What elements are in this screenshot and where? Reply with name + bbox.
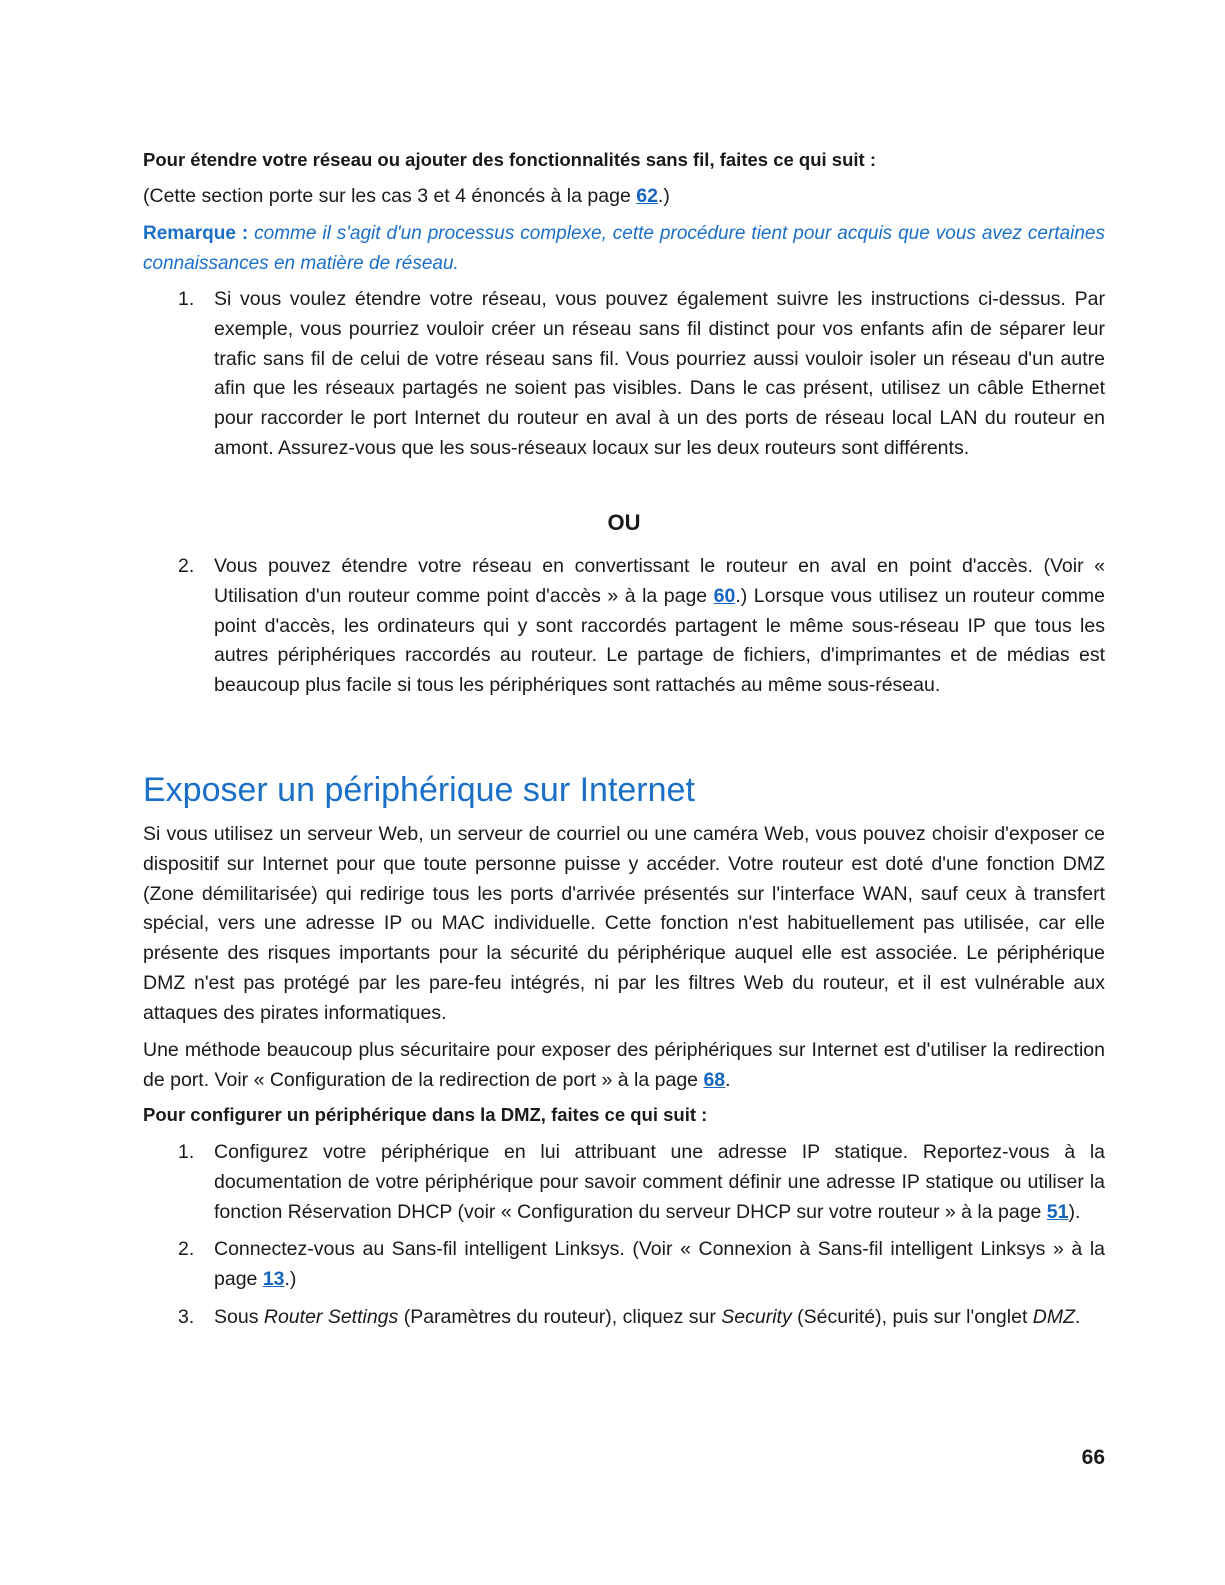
dmz-steps-list [143, 1138, 1105, 1333]
list-item [143, 1235, 1105, 1295]
scope-text-end: .) [657, 185, 670, 207]
text-run: .) Lorsque vous utilisez un routeur comme point d'accès, les ordinateurs qui y sont raccordés partagent le même sous-réseau IP que tous les autres périphériques raccordés au routeur. Le partage de fichiers, d'imprimantes et de médias est beaucoup plus facile si tous les périphériques sont rattachés au même sous-réseau. [214, 584, 1105, 697]
text-run: . [1075, 1305, 1081, 1328]
page-link-60[interactable]: 60 [713, 584, 736, 607]
text-run: Vous pouvez étendre votre réseau en convertissant le routeur en aval en point d'accès. (Voir « Utilisation d'un routeur comme point d'accès » à la page [214, 555, 1105, 607]
note-text: comme il s'agit d'un processus complexe, cette procédure tient pour acquis que vous avez certaines connaissances en matière de réseau. [143, 223, 1105, 274]
text-run: . [725, 1068, 731, 1091]
list-item [143, 285, 1105, 464]
page-link-51[interactable]: 51 [1046, 1200, 1069, 1223]
text-run: Configurez votre périphérique en lui attribuant une adresse IP statique. Reportez-vous à la documentation de votre périphérique pour savoir comment définir une adresse IP statique ou utiliser la fonction Réservation DHCP (voir « Configuration du serveur DHCP sur votre routeur » à la page [214, 1141, 1105, 1223]
list-item [143, 552, 1105, 701]
list-number: 2. [178, 1238, 195, 1261]
list-number: 2. [178, 555, 195, 577]
list-number: 1. [178, 1141, 195, 1163]
page-link-68[interactable]: 68 [703, 1068, 726, 1091]
list-item-text [214, 1138, 1105, 1227]
extend-network-list-2 [143, 552, 1105, 701]
port-forwarding-paragraph [143, 1036, 1105, 1096]
extend-network-list [143, 285, 1105, 464]
list-item-text [214, 552, 1105, 701]
list-number: 1. [178, 288, 195, 310]
list-item-text: Si vous voulez étendre votre réseau, vous pouvez également suivre les instructions ci-dessus. Par exemple, vous pourriez vouloir créer un réseau sans fil distinct pour vos enfants afin de séparer leur trafic sans fil de celui de votre réseau sans fil. Vous pourriez aussi vouloir isoler un réseau d'un autre afin que les réseaux partagés ne soient pas visibles. Dans le cas présent, utilisez un câble Ethernet pour raccorder le port Internet du routeur en aval à un des ports de réseau local LAN du routeur en amont. Assurez-vous que les sous-réseaux locaux sur les deux routeurs sont différents. [214, 288, 1105, 459]
router-settings-term: Router Settings [263, 1305, 399, 1328]
text-run: Connectez-vous au Sans-fil intelligent Linksys. (Voir « Connexion à Sans-fil intelligent Linksys » à la page [214, 1238, 1105, 1291]
list-item [143, 1138, 1105, 1227]
list-item-text [214, 1235, 1105, 1295]
page-link-13[interactable]: 13 [262, 1268, 285, 1291]
security-term: Security [721, 1305, 792, 1328]
note-paragraph [143, 219, 1105, 278]
text-run: ). [1068, 1200, 1081, 1223]
list-item-text [214, 1303, 1105, 1333]
dmz-intro-paragraph: Si vous utilisez un serveur Web, un serveur de courriel ou une caméra Web, vous pouvez choisir d'exposer ce dispositif sur Internet pour que toute personne puisse y accéder. Votre routeur est doté d'une fonction DMZ (Zone démilitarisée) qui redirige tous les ports d'arrivée présentés sur l'interface WAN, sauf ceux à transfert spécial, vers une adresse IP ou MAC individuelle. Cette fonction n'est habituellement pas utilisée, car elle présente des risques importants pour la sécurité du périphérique auquel elle est associée. Le périphérique DMZ n'est pas protégé par les pare-feu intégrés, ni par les filtres Web du routeur, et il est vulnérable aux attaques des pirates informatiques. [143, 823, 1105, 1024]
dmz-term: DMZ [1032, 1305, 1076, 1328]
list-item [143, 1303, 1105, 1333]
page-link-62[interactable]: 62 [636, 185, 658, 207]
text-run: Sous [214, 1305, 264, 1328]
page-number: 66 [1081, 1446, 1105, 1469]
scope-paragraph [143, 182, 670, 212]
scope-text: (Cette section porte sur les cas 3 et 4 énoncés à la page [143, 185, 637, 207]
text-run: (Paramètres du routeur), cliquez sur [398, 1305, 722, 1328]
note-label: Remarque : [143, 223, 249, 244]
text-run: (Sécurité), puis sur l'onglet [791, 1305, 1033, 1328]
dmz-procedure-heading: Pour configurer un périphérique dans la DMZ, faites ce qui suit : [143, 1104, 708, 1125]
text-run: Une méthode beaucoup plus sécuritaire pour exposer des périphériques sur Internet est d'utiliser la redirection de port. Voir « Configuration de la redirection de port » à la page [143, 1039, 1105, 1091]
section-title: Exposer un périphérique sur Internet [143, 771, 695, 809]
procedure-heading: Pour étendre votre réseau ou ajouter des fonctionnalités sans fil, faites ce qui suit : [143, 149, 876, 170]
or-separator: OU [607, 510, 641, 535]
list-number: 3. [178, 1305, 195, 1328]
text-run: .) [284, 1268, 297, 1291]
